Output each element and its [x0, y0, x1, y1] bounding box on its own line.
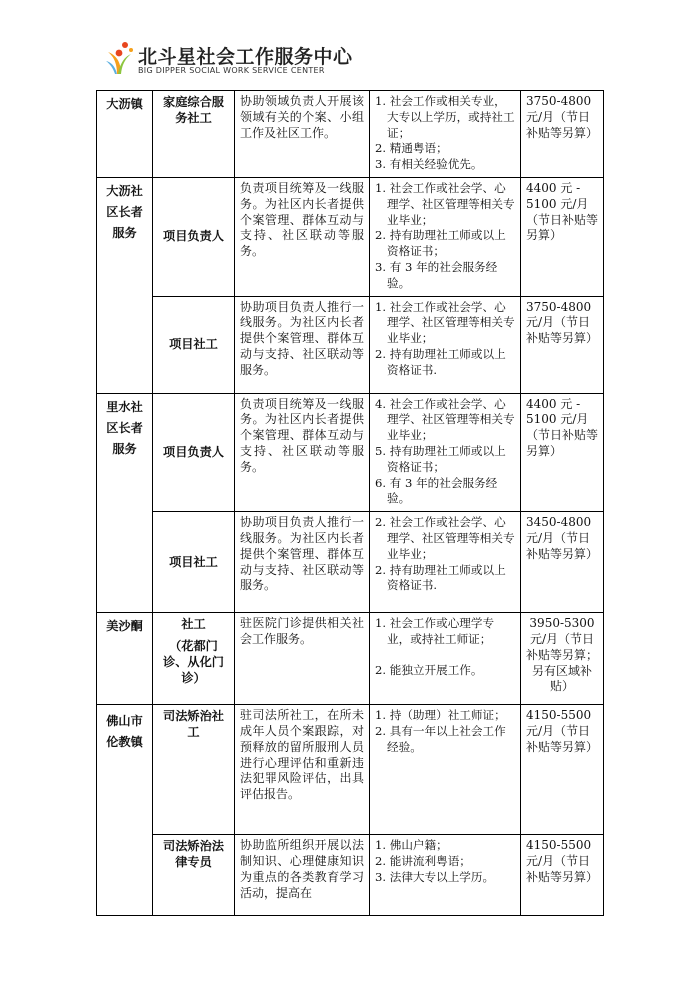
org-name-en: BIG DIPPER SOCIAL WORK SERVICE CENTER: [138, 66, 325, 75]
requirement-item: 2. 持有助理社工师或以上资格证书.: [375, 562, 506, 593]
position-cell: 家庭综合服务社工: [153, 91, 235, 178]
duty-cell: 驻司法所社工，在所未成年人员个案跟踪，对预释放的留所服刑人员进行心理评估和重新违法犯罪风险评估，出具评估报告。: [235, 705, 370, 835]
requirement-item: 1. 社会工作或相关专业，大专以上学历，或持社工证；: [375, 94, 515, 140]
position-cell: 项目负责人: [153, 393, 235, 512]
table-row: [97, 177, 604, 296]
position-cell: 司法矫治社工: [153, 705, 235, 835]
duty-cell: 协助项目负责人推行一线服务。为社区内长者提供个案管理、群体互动与支持、社区联动等服务。: [235, 512, 370, 613]
duty-cell: 负责项目统筹及一线服务。为社区内长者提供个案管理、群体互动与支持、社区联动等服务。: [235, 393, 370, 512]
requirement-item: 2. 能独立开展工作。: [375, 662, 483, 677]
requirement-item: 2. 具有一年以上社会工作经验。: [375, 723, 506, 754]
table-row: [97, 835, 604, 916]
requirement-item: 6. 有 3 年的社会服务经验。: [375, 475, 498, 506]
org-name-cn: 北斗星社会工作服务中心: [138, 46, 353, 68]
duty-cell: 协助监所组织开展以法制知识、心理健康知识为重点的各类教育学习活动，提高在: [235, 835, 370, 916]
area-cell: 佛山市伦教镇: [97, 705, 153, 916]
table-row: [97, 91, 604, 178]
position-cell: [153, 613, 235, 705]
requirement-item: 2. 精通粤语；: [375, 141, 448, 156]
salary-cell: 3450-4800元/月（节日补贴等另算）: [521, 512, 604, 613]
requirements-cell: [370, 705, 521, 835]
salary-cell: 4400 元 - 5100 元/月（节日补贴等另算）: [521, 177, 604, 296]
duty-cell: 负责项目统筹及一线服务。为社区内长者提供个案管理、群体互动与支持、社区联动等服务。: [235, 177, 370, 296]
page-header: [104, 40, 504, 80]
position-note: （花都门诊、从化门诊）: [163, 639, 224, 686]
salary-cell: 4400 元 - 5100 元/月（节日补贴等另算）: [521, 393, 604, 512]
duty-cell: 协助领域负责人开展该领域有关的个案、小组工作及社区工作。: [235, 91, 370, 178]
requirement-item: 4. 社会工作或社会学、心理学、社区管理等相关专业毕业；: [375, 396, 515, 443]
requirement-item: 1. 社会工作或心理学专业，或持社工师证；: [375, 616, 495, 646]
salary-cell: 3750-4800元/月（节日补贴等另算）: [521, 296, 604, 393]
area-cell: 大沥社区长者服务: [97, 177, 153, 393]
requirements-cell: [370, 512, 521, 613]
position-cell: 司法矫治法律专员: [153, 835, 235, 916]
position-cell: 项目社工: [153, 296, 235, 393]
area-cell: 里水社区长者服务: [97, 393, 153, 613]
requirement-item: 1. 社会工作或社会学、心理学、社区管理等相关专业毕业；: [375, 299, 515, 346]
area-cell: 大沥镇: [97, 91, 153, 178]
requirement-item: 3. 法律大专以上学历。: [375, 869, 495, 884]
requirements-cell: [370, 613, 521, 705]
requirements-cell: [370, 177, 521, 296]
duty-cell: 驻医院门诊提供相关社会工作服务。: [235, 613, 370, 705]
table-row: [97, 613, 604, 705]
requirement-item: 2. 社会工作或社会学、心理学、社区管理等相关专业毕业；: [375, 515, 515, 561]
duty-cell: 协助项目负责人推行一线服务。为社区内长者提供个案管理、群体互动与支持、社区联动等服务。: [235, 296, 370, 393]
requirement-spacer: [375, 648, 515, 663]
requirement-item: 1. 社会工作或社会学、心理学、社区管理等相关专业毕业；: [375, 180, 515, 227]
table-row: [97, 705, 604, 835]
requirement-item: 1. 持（助理）社工师证；: [375, 708, 506, 723]
salary-cell: 3950-5300元/月（节日补贴等另算；另有区域补贴）: [521, 613, 604, 705]
org-logo-icon: [104, 40, 134, 76]
table-row: [97, 393, 604, 512]
requirement-item: 2. 持有助理社工师或以上资格证书.: [375, 346, 506, 377]
requirements-cell: [370, 835, 521, 916]
salary-cell: 3750-4800元/月（节日补贴等另算）: [521, 91, 604, 178]
requirement-item: 2. 持有助理社工师或以上资格证书；: [375, 228, 506, 259]
requirements-cell: [370, 393, 521, 512]
requirements-cell: [370, 91, 521, 178]
requirement-item: 2. 能讲流利粤语；: [375, 853, 471, 868]
requirement-item: 1. 佛山户籍；: [375, 838, 448, 853]
table-row: [97, 296, 604, 393]
salary-cell: 4150-5500元/月（节日补贴等另算）: [521, 835, 604, 916]
area-cell: 美沙酮: [97, 613, 153, 705]
requirement-item: 3. 有 3 年的社会服务经验。: [375, 259, 498, 290]
job-table: [96, 90, 604, 916]
requirement-item: 5. 持有助理社工师或以上资格证书；: [375, 443, 506, 474]
requirement-item: 3. 有相关经验优先。: [375, 157, 483, 172]
requirements-cell: [370, 296, 521, 393]
position-title: 社工: [181, 617, 206, 632]
salary-cell: 4150-5500元/月（节日补贴等另算）: [521, 705, 604, 835]
position-cell: 项目社工: [153, 512, 235, 613]
position-cell: 项目负责人: [153, 177, 235, 296]
table-row: [97, 512, 604, 613]
